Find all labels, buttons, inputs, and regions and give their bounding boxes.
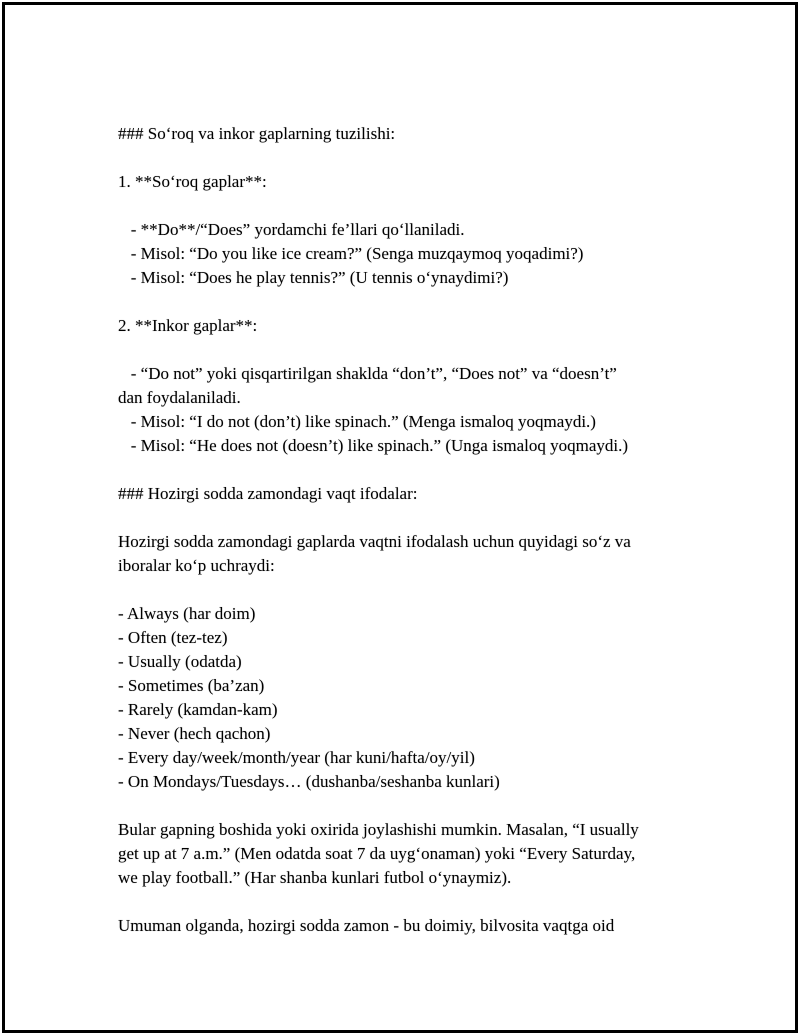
- blank-line: [118, 794, 718, 818]
- list-item: - “Do not” yoki qisqartirilgan shaklda “don’t”, “Does not” va “doesn’t”: [118, 364, 617, 383]
- blank-line: [118, 578, 718, 602]
- document-body: [118, 122, 718, 938]
- section-negative-sentences: 2. **Inkor gaplar**:: [118, 316, 258, 335]
- blank-line: [118, 194, 718, 218]
- list-item: - Never (hech qachon): [118, 724, 271, 743]
- list-item: - **Do**/“Does” yordamchi fe’llari qo‘llaniladi.: [118, 220, 465, 239]
- paragraph-line: Hozirgi sodda zamondagi gaplarda vaqtni ifodalash uchun quyidagi so‘z va: [118, 532, 631, 551]
- page-frame: [2, 2, 798, 1033]
- paragraph-line: iboralar ko‘p uchraydi:: [118, 556, 275, 575]
- heading-time-expressions: ### Hozirgi sodda zamondagi vaqt ifodalar:: [118, 484, 418, 503]
- list-item: - Misol: “I do not (don’t) like spinach.” (Menga ismaloq yoqmaydi.): [118, 412, 596, 431]
- blank-line: [118, 146, 718, 170]
- list-item: - Sometimes (ba’zan): [118, 676, 265, 695]
- blank-line: [118, 338, 718, 362]
- section-question-sentences: 1. **So‘roq gaplar**:: [118, 172, 267, 191]
- paragraph-line: Umuman olganda, hozirgi sodda zamon - bu doimiy, bilvosita vaqtga oid: [118, 916, 615, 935]
- list-item: - On Mondays/Tuesdays… (dushanba/seshanba kunlari): [118, 772, 500, 791]
- list-item: - Rarely (kamdan-kam): [118, 700, 278, 719]
- paragraph-line: Bular gapning boshida yoki oxirida joylashishi mumkin. Masalan, “I usually: [118, 820, 639, 839]
- list-item-continuation: dan foydalaniladi.: [118, 388, 241, 407]
- blank-line: [118, 458, 718, 482]
- list-item: - Often (tez-tez): [118, 628, 228, 647]
- blank-line: [118, 890, 718, 914]
- blank-line: [118, 290, 718, 314]
- list-item: - Usually (odatda): [118, 652, 242, 671]
- heading-question-negative: ### So‘roq va inkor gaplarning tuzilishi:: [118, 124, 396, 143]
- list-item: - Misol: “Do you like ice cream?” (Senga muzqaymoq yoqadimi?): [118, 244, 584, 263]
- list-item: - Misol: “Does he play tennis?” (U tennis o‘ynaydimi?): [118, 268, 509, 287]
- list-item: - Misol: “He does not (doesn’t) like spinach.” (Unga ismaloq yoqmaydi.): [118, 436, 629, 455]
- paragraph-line: get up at 7 a.m.” (Men odatda soat 7 da uyg‘onaman) yoki “Every Saturday,: [118, 844, 636, 863]
- list-item: - Every day/week/month/year (har kuni/hafta/oy/yil): [118, 748, 475, 767]
- blank-line: [118, 506, 718, 530]
- paragraph-line: we play football.” (Har shanba kunlari futbol o‘ynaymiz).: [118, 868, 512, 887]
- list-item: - Always (har doim): [118, 604, 256, 623]
